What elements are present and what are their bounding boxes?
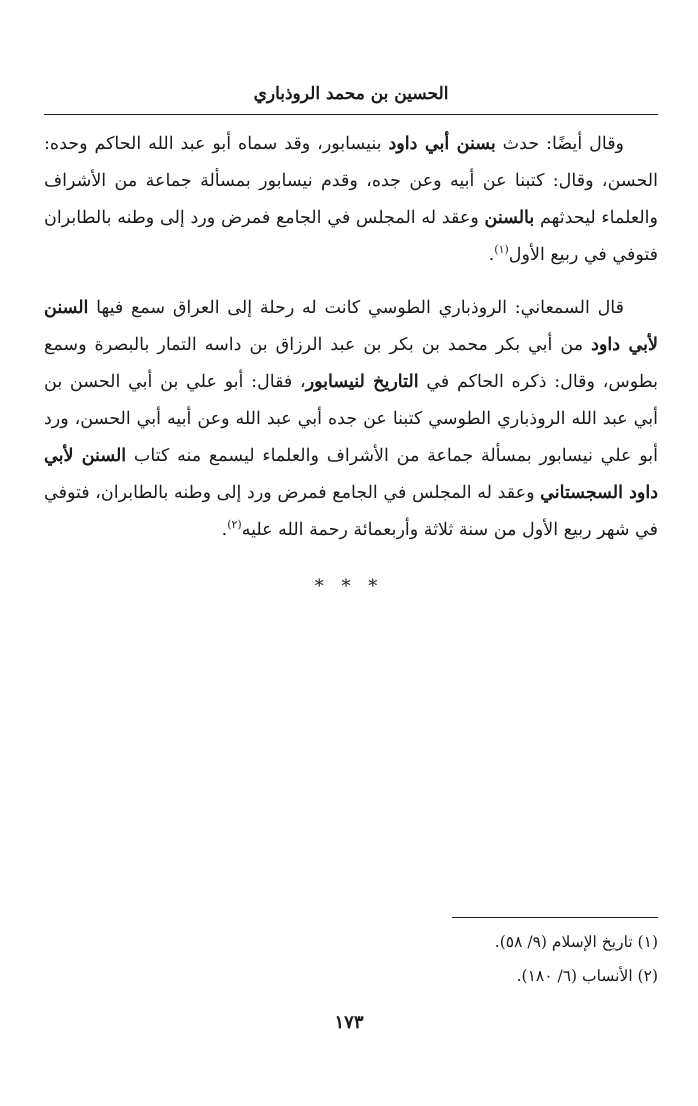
- p2-bold-3: السنن لأبي داود السجستاني: [44, 446, 658, 503]
- p1-bold-2: بالسنن: [484, 208, 535, 228]
- running-header-title: الحسين بن محمد الروذباري: [253, 84, 449, 104]
- footnote-rule: [452, 917, 658, 918]
- header-rule: [44, 114, 658, 115]
- p1-text-1: وقال أيضًا: حدث: [495, 134, 625, 154]
- section-separator: * * *: [314, 576, 384, 597]
- p2-text-1: قال السمعاني: الروذباري الطوسي كانت له رحلة إلى العراق سمع فيها: [88, 298, 624, 318]
- p1-bold-1: بسنن أبي داود: [388, 134, 496, 154]
- footnote-ref-2: (٢): [227, 518, 242, 532]
- p1-text-4: .: [488, 245, 495, 265]
- paragraph-2: [44, 290, 658, 549]
- p2-text-5: .: [221, 520, 228, 540]
- paragraph-1: [44, 126, 658, 274]
- footnote-ref-1: (١): [494, 243, 509, 257]
- p2-text-4: وعقد له المجلس في الجامع فمرض ورد إلى وطنه بالطابران، فتوفي في شهر ربيع الأول من سنة ثلاثة وأربعمائة رحمة الله عليه: [44, 483, 658, 540]
- main-text: [44, 126, 658, 549]
- p2-bold-1: السنن لأبي داود: [44, 298, 658, 355]
- p2-text-2: من أبي بكر محمد بن بكر بن عبد الرزاق بن داسه التمار بالبصرة وسمع بطوس، وقال: ذكره الحاكم في: [44, 335, 658, 392]
- page-number: ١٧٣: [334, 1012, 364, 1033]
- footnotes: [44, 925, 658, 993]
- p1-text-2: بنيسابور، وقد سماه أبو عبد الله الحاكم وحده: الحسن، وقال: كتبنا عن أبيه وعن جده، وقدم نيسابور بمسألة جماعة من الأشراف والعلماء ليحدثهم: [44, 134, 658, 228]
- p2-text-3: ، فقال: أبو علي بن أبي الحسن بن أبي عبد الله الروذباري الطوسي كتبنا عن جده أبي عبد الله وعن أبيه أبي الحسن، ورد أبو علي نيسابور بمسألة جماعة من الأشراف والعلماء ليسمع منه كتاب: [44, 372, 658, 466]
- footnote-1: (١) تاريخ الإسلام (٩/ ٥٨).: [494, 933, 658, 951]
- footnote-2: (٢) الأنساب (٦/ ١٨٠).: [516, 967, 658, 985]
- p1-text-3: وعقد له المجلس في الجامع فمرض ورد إلى وطنه بالطابران فتوفي في ربيع الأول: [44, 208, 658, 265]
- p2-bold-2: التاريخ لنيسابور: [305, 372, 419, 392]
